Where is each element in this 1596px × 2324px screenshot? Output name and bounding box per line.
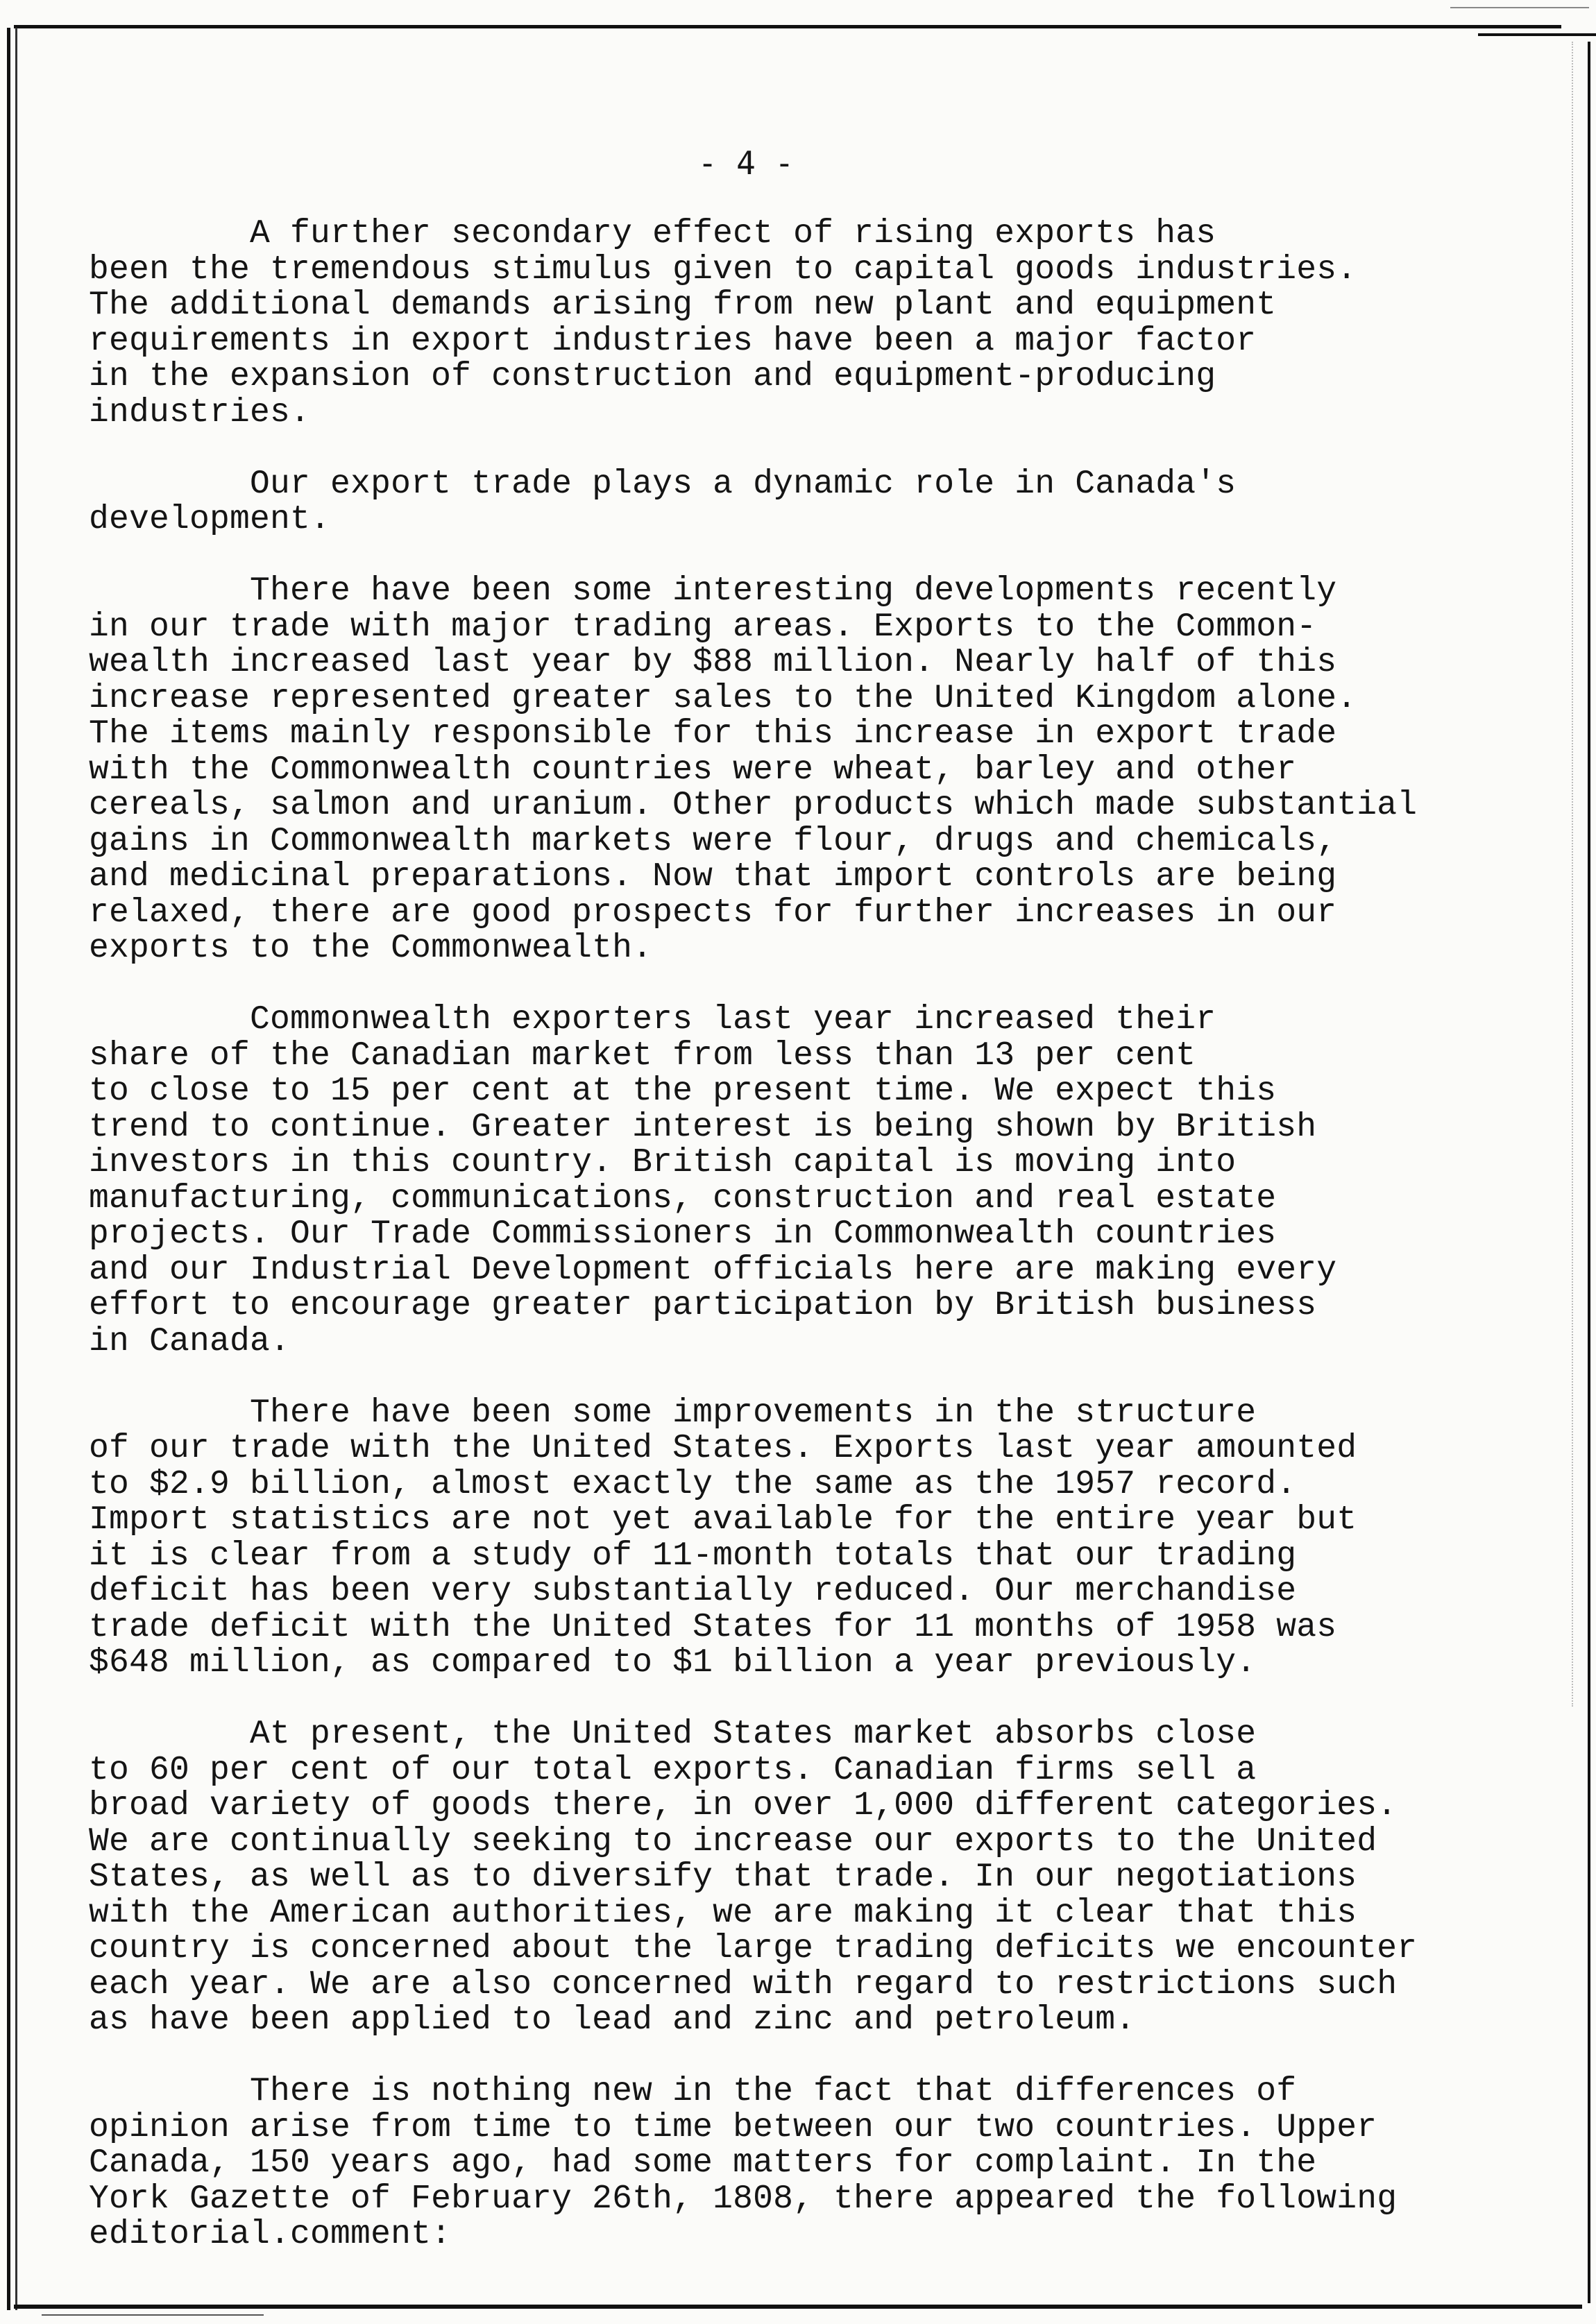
text-line: gains in Commonwealth markets were flour, drugs and chemicals, — [89, 822, 1337, 860]
paragraph — [89, 1396, 1504, 1682]
page-border-bottom-tail — [42, 2314, 264, 2316]
text-line: trend to continue. Greater interest is being shown by British — [89, 1108, 1317, 1146]
text-line: relaxed, there are good prospects for further increases in our — [89, 894, 1337, 932]
text-line: editorial.comment: — [89, 2216, 452, 2253]
text-line: broad variety of goods there, in over 1,000 different categories. — [89, 1787, 1398, 1825]
text-line: wealth increased last year by $88 million. Nearly half of this — [89, 644, 1337, 681]
paragraph — [89, 467, 1504, 538]
text-line: requirements in export industries have been a major factor — [89, 322, 1257, 360]
text-line: and medicinal preparations. Now that import controls are being — [89, 858, 1337, 896]
text-line: with the American authorities, we are making it clear that this — [89, 1894, 1357, 1932]
text-line: The additional demands arising from new plant and equipment — [89, 287, 1277, 324]
text-line: increase represented greater sales to the United Kingdom alone. — [89, 679, 1357, 717]
paragraph — [89, 1717, 1504, 2039]
paragraph — [89, 574, 1504, 967]
text-line: in the expansion of construction and equipment-producing — [89, 358, 1216, 395]
text-line: Our export trade plays a dynamic role in Canada's — [89, 465, 1237, 503]
text-line: manufacturing, communications, construction and real estate — [89, 1179, 1277, 1217]
text-line: development. — [89, 501, 331, 538]
page-border-bottom — [14, 2305, 1582, 2309]
paragraph — [89, 216, 1504, 431]
paragraph — [89, 2074, 1504, 2253]
text-line: with the Commonwealth countries were wheat, barley and other — [89, 751, 1297, 789]
text-line: cereals, salmon and uranium. Other products which made substantial — [89, 787, 1418, 824]
text-line: industries. — [89, 393, 311, 432]
text-line: We are continually seeking to increase our exports to the United — [89, 1822, 1377, 1861]
text-line: share of the Canadian market from less than 13 per cent — [89, 1036, 1196, 1075]
text-line: States, as well as to diversify that trade. In our negotiations — [89, 1859, 1357, 1896]
page-number: - 4 - — [697, 144, 795, 182]
text-line: to close to 15 per cent at the present time. We expect this — [89, 1073, 1277, 1110]
text-line: There is nothing new in the fact that differences of — [89, 2073, 1297, 2110]
text-line: it is clear from a study of 11-month totals that our trading — [89, 1537, 1297, 1575]
paragraph — [89, 1002, 1504, 1360]
text-line: Canada, 150 years ago, had some matters for complaint. In the — [89, 2144, 1317, 2182]
text-line: in our trade with major trading areas. Exports to the Common- — [89, 608, 1317, 646]
page-border-right — [1588, 42, 1590, 2303]
text-line: deficit has been very substantially reduced. Our merchandise — [89, 1573, 1297, 1610]
text-line: Import statistics are not yet available for the entire year but — [89, 1501, 1357, 1539]
page-border-left-inner — [15, 28, 17, 2310]
text-line: and our Industrial Development officials here are making every — [89, 1251, 1337, 1289]
text-line: to $2.9 billion, almost exactly the same as the 1957 record. — [89, 1465, 1297, 1503]
text-line: effort to encourage greater participation by British business — [89, 1287, 1317, 1324]
text-line: projects. Our Trade Commissioners in Commonwealth countries — [89, 1215, 1277, 1253]
text-line: York Gazette of February 26th, 1808, there appeared the following — [89, 2180, 1398, 2218]
text-line: trade deficit with the United States for 11 months of 1958 was — [89, 1608, 1337, 1646]
text-line: $648 million, as compared to $1 billion a year previously. — [89, 1644, 1257, 1682]
text-line: as have been applied to lead and zinc and petroleum. — [89, 2001, 1136, 2039]
text-line: At present, the United States market absorbs close — [89, 1716, 1257, 1753]
text-line: in Canada. — [89, 1322, 291, 1360]
page-border-top-tail — [1478, 33, 1596, 36]
page-border-left — [7, 28, 10, 2310]
text-line: There have been some improvements in the structure — [89, 1394, 1257, 1432]
text-line: The items mainly responsible for this increase in export trade — [89, 715, 1337, 753]
text-line: Commonwealth exporters last year increased their — [89, 1001, 1216, 1039]
scan-edge-line — [1450, 7, 1589, 8]
body-text — [89, 216, 1504, 2289]
text-line: country is concerned about the large trading deficits we encounter — [89, 1930, 1418, 1967]
text-line: of our trade with the United States. Exports last year amounted — [89, 1430, 1357, 1467]
text-line: A further secondary effect of rising exports has — [89, 215, 1216, 253]
text-line: opinion arise from time to time between our two countries. Upper — [89, 2108, 1377, 2146]
text-line: each year. We are also concerned with regard to restrictions such — [89, 1965, 1398, 2003]
text-line: investors in this country. British capital is moving into — [89, 1144, 1237, 1181]
text-line: exports to the Commonwealth. — [89, 930, 653, 967]
text-line: to 60 per cent of our total exports. Canadian firms sell a — [89, 1751, 1257, 1789]
page-border-top — [14, 25, 1561, 28]
scan-dots — [1572, 42, 1574, 1707]
text-line: There have been some interesting developments recently — [89, 572, 1337, 610]
text-line: been the tremendous stimulus given to capital goods industries. — [89, 250, 1357, 289]
